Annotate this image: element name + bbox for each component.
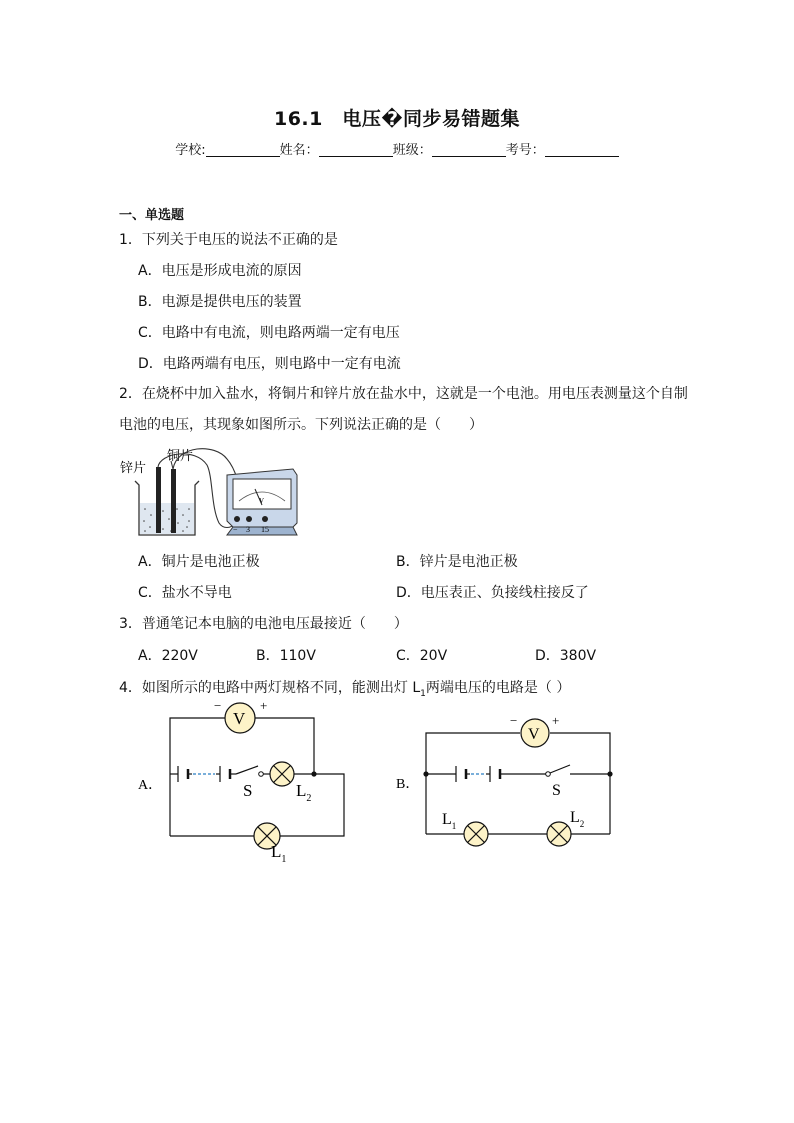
copper-label: 铜片 — [167, 448, 194, 463]
meter-symbol: V — [259, 497, 265, 505]
circuit-b-lamp-l2 — [547, 822, 571, 846]
number-blank[interactable] — [545, 142, 619, 157]
circuit-a-switch-label: S — [243, 781, 253, 800]
circuit-a-plus: + — [260, 698, 268, 713]
circuit-b-l1-label: $L_1$ — [442, 811, 457, 831]
question-2-stem: 2．在烧杯中加入盐水，将铜片和锌片放在盐水中，这就是一个电池。用电压表测量这个自制电池的电压，其现象如图所示。下列说法正确的是（ ） — [119, 386, 688, 433]
school-label: 学校: — [175, 143, 206, 158]
terminal-3: 3 — [246, 525, 250, 534]
circuit-b-switch-contact — [546, 772, 551, 777]
question-2-option-d: D．电压表正、负接线柱接反了 — [396, 585, 589, 601]
question-1-option-c: C．电路中有电流，则电路两端一定有电压 — [138, 325, 400, 341]
name-label: 姓名： — [279, 143, 319, 158]
zinc-label: 锌片 — [120, 460, 147, 475]
circuit-b-switch-label: S — [552, 782, 561, 799]
circuit-b-l2-label: $L_2$ — [570, 809, 585, 829]
beaker — [135, 481, 199, 535]
question-4-stem-prefix: 4．如图所示的电路中两灯规格不同，能测出灯 L — [119, 680, 421, 696]
question-3-option-c: C．20V — [396, 648, 448, 664]
circuit-b-meter-symbol: V — [528, 726, 540, 743]
circuit-a-l1-label: $L_1$ — [271, 842, 287, 865]
question-3-stem: 3．普通笔记本电脑的电池电压最接近（ ） — [119, 616, 408, 632]
question-1-option-a: A．电压是形成电流的原因 — [138, 263, 302, 279]
question-3-option-b: B．110V — [256, 648, 316, 664]
circuit-b-figure — [390, 712, 620, 847]
question-1-stem: 1．下列关于电压的说法不正确的是 — [119, 232, 338, 248]
terminal-minus: − — [233, 525, 238, 534]
question-1-option-d: D．电路两端有电压，则电路中一定有电流 — [138, 356, 401, 372]
school-blank[interactable] — [206, 142, 280, 157]
question-3-option-a: A．220V — [138, 648, 198, 664]
copper-plate — [171, 469, 176, 533]
student-info-line — [0, 139, 794, 158]
circuit-a-switch-contact — [259, 772, 264, 777]
circuit-a-lamp-l2 — [270, 762, 294, 786]
circuit-b-minus: − — [510, 713, 518, 728]
class-label: 班级： — [392, 143, 432, 158]
circuit-a-label: A． — [138, 778, 163, 793]
question-1-option-b: B．电源是提供电压的装置 — [138, 294, 302, 310]
circuit-b-label: B． — [396, 777, 420, 792]
question-2-option-a: A．铜片是电池正极 — [138, 554, 260, 570]
question-4-stem-subscript: 1 — [420, 688, 426, 699]
question-4-stem-suffix: 两端电压的电路是（ ） — [425, 680, 571, 696]
circuit-a-meter-symbol: V — [233, 709, 246, 728]
question-2-option-c: C．盐水不导电 — [138, 585, 232, 601]
circuit-a-l2-label: $L_2$ — [296, 781, 312, 804]
voltmeter — [227, 469, 297, 535]
circuit-a-figure — [130, 696, 360, 866]
circuit-b-plus: + — [552, 713, 560, 728]
section-heading: 一、单选题 — [119, 208, 185, 223]
number-label: 考号： — [505, 143, 545, 158]
terminal-15: 15 — [261, 525, 269, 534]
question-2-option-b: B．锌片是电池正极 — [396, 554, 518, 570]
circuit-b-lamp-l1 — [464, 822, 488, 846]
name-blank[interactable] — [319, 142, 393, 157]
zinc-plate — [156, 467, 161, 533]
battery-voltmeter-figure — [115, 445, 300, 540]
page-title: 16.1 电压�同步易错题集 — [273, 108, 521, 130]
question-3-option-d: D．380V — [535, 648, 597, 664]
circuit-a-minus: − — [214, 698, 222, 713]
class-blank[interactable] — [432, 142, 506, 157]
